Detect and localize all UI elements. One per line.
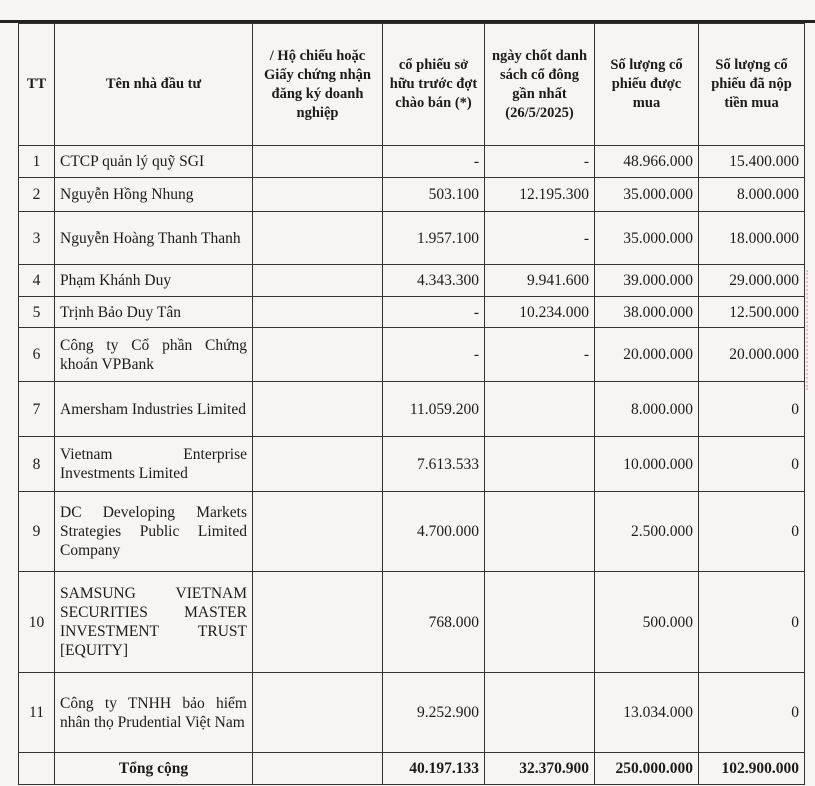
table-row <box>19 178 805 212</box>
header-shares-bought: Số lượng cổ phiếu được mua <box>595 24 699 146</box>
header-row <box>19 24 805 146</box>
row-shares-paid: 8.000.000 <box>699 178 805 212</box>
row-shares-bought: 35.000.000 <box>595 212 699 265</box>
row-tt: 11 <box>19 673 55 753</box>
table-row <box>19 212 805 265</box>
header-tt: TT <box>19 24 55 146</box>
row-shares-before: 11.059.200 <box>383 382 485 437</box>
margin-stamp-mark <box>806 270 814 390</box>
row-passport <box>253 328 383 382</box>
row-shares-before: 7.613.533 <box>383 437 485 492</box>
row-investor-name: DC Developing Markets Strategies Public Limited Company <box>55 492 253 572</box>
row-investor-name: Công ty Cổ phần Chứng khoán VPBank <box>55 328 253 382</box>
row-shares-before: 9.252.900 <box>383 673 485 753</box>
row-tt: 9 <box>19 492 55 572</box>
row-shares-paid: 12.500.000 <box>699 297 805 328</box>
row-shares-bought: 39.000.000 <box>595 265 699 297</box>
row-investor-name: SAMSUNG VIETNAM SECURITIES MASTER INVESTMENT TRUST [EQUITY] <box>55 572 253 673</box>
total-shares-bought: 250.000.000 <box>595 753 699 785</box>
row-tt: 8 <box>19 437 55 492</box>
row-investor-name: Vietnam Enterprise Investments Limited <box>55 437 253 492</box>
row-tt: 4 <box>19 265 55 297</box>
row-record-date-shares <box>485 382 595 437</box>
header-shares-paid: Số lượng cổ phiếu đã nộp tiền mua <box>699 24 805 146</box>
row-shares-before: 4.343.300 <box>383 265 485 297</box>
row-shares-bought: 2.500.000 <box>595 492 699 572</box>
row-passport <box>253 265 383 297</box>
total-passport-cell <box>253 753 383 785</box>
row-investor-name: CTCP quản lý quỹ SGI <box>55 146 253 178</box>
row-shares-before: 768.000 <box>383 572 485 673</box>
row-investor-name: Phạm Khánh Duy <box>55 265 253 297</box>
row-investor-name: Nguyễn Hồng Nhung <box>55 178 253 212</box>
row-passport <box>253 492 383 572</box>
row-record-date-shares: - <box>485 212 595 265</box>
total-shares-before: 40.197.133 <box>383 753 485 785</box>
investor-table <box>18 23 805 785</box>
row-passport <box>253 297 383 328</box>
row-shares-before: 4.700.000 <box>383 492 485 572</box>
total-label: Tổng cộng <box>55 753 253 785</box>
row-investor-name: Nguyễn Hoàng Thanh Thanh <box>55 212 253 265</box>
total-record-date-shares: 32.370.900 <box>485 753 595 785</box>
header-investor-name: Tên nhà đầu tư <box>55 24 253 146</box>
table-row <box>19 265 805 297</box>
row-passport <box>253 572 383 673</box>
row-shares-before: 503.100 <box>383 178 485 212</box>
header-passport: / Hộ chiếu hoặc Giấy chứng nhận đăng ký doanh nghiệp <box>253 24 383 146</box>
row-shares-bought: 35.000.000 <box>595 178 699 212</box>
row-record-date-shares: - <box>485 146 595 178</box>
row-passport <box>253 673 383 753</box>
table-row <box>19 437 805 492</box>
row-shares-bought: 10.000.000 <box>595 437 699 492</box>
row-shares-bought: 20.000.000 <box>595 328 699 382</box>
header-record-date: ngày chốt danh sách cổ đông gần nhất (26/5/2025) <box>485 24 595 146</box>
row-shares-before: 1.957.100 <box>383 212 485 265</box>
row-investor-name: Trịnh Bảo Duy Tân <box>55 297 253 328</box>
row-tt: 5 <box>19 297 55 328</box>
row-shares-paid: 0 <box>699 673 805 753</box>
table-row <box>19 146 805 178</box>
row-record-date-shares <box>485 673 595 753</box>
row-shares-paid: 0 <box>699 382 805 437</box>
row-passport <box>253 178 383 212</box>
row-record-date-shares: 9.941.600 <box>485 265 595 297</box>
row-record-date-shares: - <box>485 328 595 382</box>
row-tt: 3 <box>19 212 55 265</box>
row-shares-paid: 0 <box>699 572 805 673</box>
row-shares-bought: 13.034.000 <box>595 673 699 753</box>
total-row <box>19 753 805 785</box>
table-row <box>19 382 805 437</box>
table-row <box>19 297 805 328</box>
row-tt: 10 <box>19 572 55 673</box>
total-tt-cell <box>19 753 55 785</box>
table-row <box>19 572 805 673</box>
row-shares-paid: 18.000.000 <box>699 212 805 265</box>
row-record-date-shares <box>485 572 595 673</box>
row-shares-paid: 20.000.000 <box>699 328 805 382</box>
row-shares-before: - <box>383 146 485 178</box>
total-shares-paid: 102.900.000 <box>699 753 805 785</box>
row-shares-bought: 38.000.000 <box>595 297 699 328</box>
row-record-date-shares: 10.234.000 <box>485 297 595 328</box>
table-row <box>19 492 805 572</box>
row-passport <box>253 146 383 178</box>
row-passport <box>253 212 383 265</box>
row-passport <box>253 437 383 492</box>
row-shares-paid: 0 <box>699 492 805 572</box>
table-row <box>19 328 805 382</box>
row-record-date-shares <box>485 492 595 572</box>
row-shares-paid: 0 <box>699 437 805 492</box>
row-shares-bought: 500.000 <box>595 572 699 673</box>
row-passport <box>253 382 383 437</box>
row-shares-bought: 8.000.000 <box>595 382 699 437</box>
row-investor-name: Công ty TNHH bảo hiểm nhân thọ Prudential Việt Nam <box>55 673 253 753</box>
row-shares-paid: 15.400.000 <box>699 146 805 178</box>
row-shares-bought: 48.966.000 <box>595 146 699 178</box>
row-tt: 7 <box>19 382 55 437</box>
row-shares-before: - <box>383 297 485 328</box>
header-shares-before: cổ phiếu sở hữu trước đợt chào bán (*) <box>383 24 485 146</box>
row-shares-paid: 29.000.000 <box>699 265 805 297</box>
row-shares-before: - <box>383 328 485 382</box>
row-tt: 6 <box>19 328 55 382</box>
table-row <box>19 673 805 753</box>
row-investor-name: Amersham Industries Limited <box>55 382 253 437</box>
row-record-date-shares <box>485 437 595 492</box>
row-tt: 1 <box>19 146 55 178</box>
row-record-date-shares: 12.195.300 <box>485 178 595 212</box>
row-tt: 2 <box>19 178 55 212</box>
